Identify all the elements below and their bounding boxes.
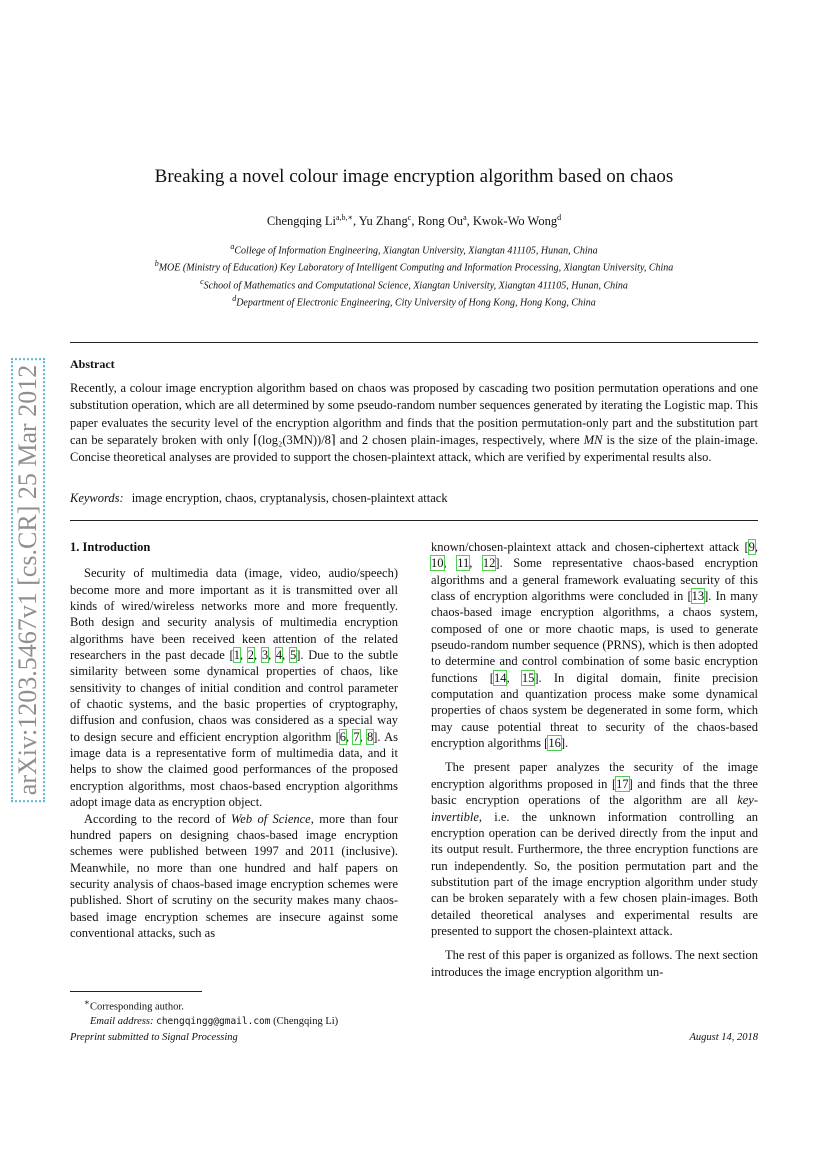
keywords-label: Keywords: — [70, 491, 124, 505]
paragraph: According to the record of Web of Science, more than four hundred papers on designing chaos-based image encryption schemes were published between 1997 and 2011 (inclusive). Meanwhile, no more than one hundred and half papers on security analysis of chaos-based image encryption schemes were published. Short of scrutiny on the security makes many chaos-based image encryption schemes are insecure against some conventional attacks, such as — [70, 811, 399, 940]
citation-link[interactable]: 7 — [353, 729, 360, 744]
citation-link[interactable]: 3 — [261, 648, 269, 663]
author-affil-mark: a,b,∗ — [336, 213, 353, 222]
paragraph: The present paper analyzes the security of the image encryption algorithms proposed in [17] and finds that the three basic encryption operations of the algorithm are all key-invertible, i.e. the unknown information controlling an encryption operation can be derived directly from the input and its output result. Furthermore, the three encryption functions are run independently. So, the position permutation part and the substitution part of the image encryption algorithm under study can be broken separately with a few chosen plain-images. Both detailed theoretical analyses and experimental results are presented to support the chosen-plaintext attack. — [431, 760, 758, 938]
author-name: Chengqing Li — [266, 214, 336, 229]
citation-link[interactable]: 16 — [548, 736, 561, 751]
citation-link[interactable]: 13 — [691, 589, 705, 604]
author-affil-mark: a — [463, 213, 467, 222]
citation-link[interactable]: 2 — [247, 648, 255, 663]
affiliation: $^d$Department of Electronic Engineering, City University of Hong Kong, Hong Kong, China — [232, 293, 596, 309]
abstract-text: Recently, a colour image encryption algorithm based on chaos was proposed by cascading two position permutation operations and one substitution operation, which are all determined by some pseudo-random number sequences generated by iterating the Logistic map. This paper evaluates the security level of the encryption algorithm and finds that the position permutation-only part and the substitution part can be separately broken with only ⌈(log₂(3MN))/8⌉ and 2 chosen plain-images, respectively, where MN is the size of the plain-image. Concise theoretical analyses are provided to support the chosen-plaintext attack, which are verified by experimental results also. — [70, 381, 758, 465]
right-column — [431, 539, 758, 980]
author-affil-mark: c — [407, 213, 412, 222]
footnote-rule — [70, 991, 202, 992]
abstract-top-rule — [70, 342, 758, 343]
abstract-bottom-rule — [70, 520, 758, 521]
left-column — [70, 539, 398, 941]
citation-link[interactable]: 4 — [275, 648, 283, 663]
citation-link[interactable]: 17 — [616, 776, 629, 791]
affiliation-list — [70, 240, 758, 309]
citation-link[interactable]: 11 — [457, 556, 470, 571]
paper-title: Breaking a novel colour image encryption algorithm based on chaos — [154, 166, 674, 187]
section-heading: 1. Introduction — [70, 540, 151, 554]
citation-link[interactable]: 14 — [493, 670, 507, 685]
email-link[interactable]: chengqingg@gmail.com — [156, 1015, 271, 1027]
page-footer — [70, 1032, 758, 1043]
paragraph: Security of multimedia data (image, video, audio/speech) become more and more important as it is transmitted over all kinds of wired/wireless networks more and more frequently. Both design and security analysis of multimedia encryption algorithms have been received keen attention of the related researchers in the past decade [1, 2, 3, 4, 5]. Due to the subtle similarity between some dynamical properties of chaos, like sensitivity to changes of initial condition and control parameter of chaotic systems, and the basic properties of cryptography, diffusion and confusion, chaos was considered as a special way to design secure and efficient encryption algorithm [6, 7, 8]. As image data is a representative form of multimedia data, and it helps to show the claimed good performances of the proposed encryption algorithms, most chaos-based encryption algorithms adopt image data as encryption object. — [70, 566, 399, 810]
abstract-heading: Abstract — [70, 357, 115, 371]
citation-link[interactable]: 5 — [290, 648, 297, 663]
keywords-text: image encryption, chaos, cryptanalysis, chosen-plaintext attack — [131, 491, 448, 505]
author-list: Chengqing $Li^{a,b,∗}$, Yu Zhang$^c$, Rong Ou$^a$, Kwok-Wo Wong$^d$ — [266, 213, 562, 229]
citation-link[interactable]: 12 — [482, 556, 496, 571]
paragraph: known/chosen-plaintext attack and chosen-ciphertext attack [9, 10, 11, 12]. Some representative chaos-based encryption algorithms and a general framework evaluating security of this class of encryption algorithms were concluded in [13]. In many chaos-based image encryption algorithms, a chaos system, composed of one or more chaotic maps, is used to generate pseudo-random number sequence (PRNS), which is then adopted to determine and control combination of some basic encryption functions [14, 15]. In digital domain, finite precision computation and quantization process make some dynamical properties of chaos system be degenerated in some form, which may cause potential threat to security of the chaos-based encryption algorithms [16]. — [431, 540, 759, 751]
citation-link[interactable]: 1 — [233, 648, 240, 663]
footnote-corresponding: Corresponding author. — [89, 1001, 184, 1013]
affiliation: $^a$College of Information Engineering, Xiangtan University, Xiangtan 411105, Hunan, China — [230, 242, 598, 257]
author-name: Yu Zhang — [358, 214, 408, 229]
email-label: Email address: — [90, 1015, 154, 1027]
keywords — [70, 490, 758, 507]
paragraph: The rest of this paper is organized as follows. The next section introduces the image encryption algorithm un- — [431, 948, 758, 979]
citation-link[interactable]: 15 — [521, 670, 535, 685]
footer-preprint: Preprint submitted to Signal Processing — [70, 1032, 238, 1043]
citation-link[interactable]: 6 — [339, 729, 346, 744]
arxiv-id[interactable]: arXiv:1203.5467v1 [cs.CR] 25 Mar 2012 — [11, 358, 45, 802]
footer-date: August 14, 2018 — [689, 1032, 758, 1043]
arxiv-stamp — [8, 340, 48, 820]
affiliation: $^b$MOE (Ministry of Education) Key Laboratory of Intelligent Computing and Information Processing, Xiangtan University, China — [154, 259, 674, 274]
author-name: Kwok-Wo Wong — [472, 214, 558, 229]
math-formula: ⌈(log₂(3MN))/8⌉ — [252, 432, 336, 447]
citation-link[interactable]: 10 — [431, 556, 444, 571]
citation-link[interactable]: 8 — [367, 729, 374, 744]
footnote: ∗Corresponding author. Email address: chengqingg@gmail.com (Chengqing Li) — [84, 997, 339, 1027]
author-affil-mark: d — [557, 213, 562, 222]
citation-link[interactable]: 9 — [748, 540, 755, 554]
affiliation: $^c$School of Mathematics and Computational Science, Xiangtan University, Xiangtan 411105, Hunan, China — [200, 276, 628, 291]
author-name: Rong Ou — [417, 214, 464, 229]
